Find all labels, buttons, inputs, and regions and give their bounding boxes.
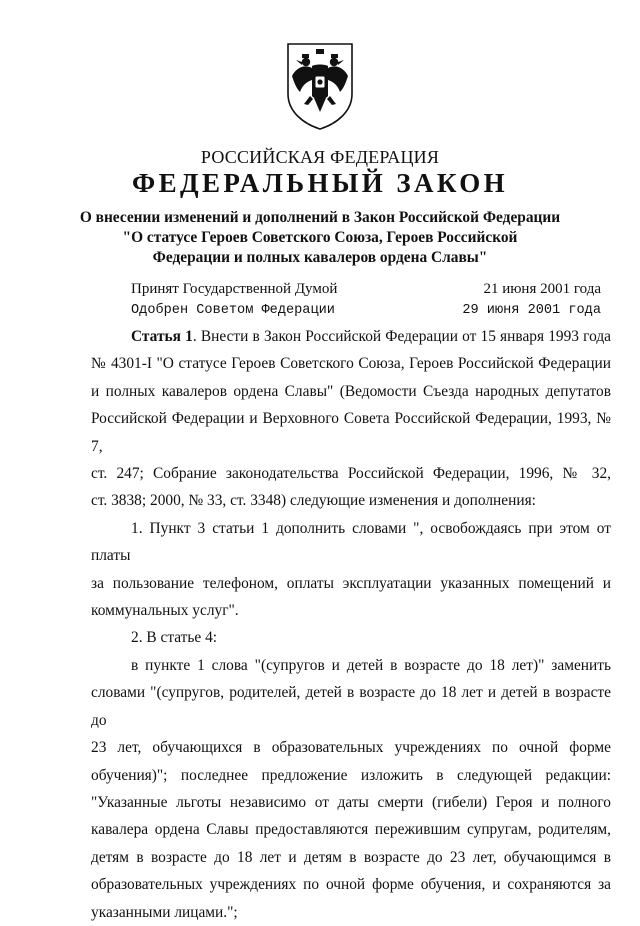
article-1-line: и полных кавалеров ордена Славы" (Ведомости Съезда народных депутатов [91,382,611,400]
item-2-line: образовательных учреждениях по очной форме обучения, и сохраняются за [91,876,611,894]
item-2-line: кавалера ордена Славы предоставляются пережившим супругам, родителям, [91,821,611,839]
article-1 [91,323,611,926]
item-1-line: 1. Пункт 3 статьи 1 дополнить словами ", освобождаясь при этом от платы [91,519,611,565]
article-1-line: ст. 247; Собрание законодательства Российской Федерации, 1996, № 32, [91,465,611,483]
item-2-line: в пункте 1 слова "(супругов и детей в возрасте до 18 лет)" заменить [131,656,611,674]
law-subject [0,208,640,268]
item-2-line: обучения)"; последнее предложение изложить в следующей редакции: [91,766,611,784]
item-2-line: детям в возрасте до 18 лет и детям в возрасте до 23 лет, обучающимся в [91,848,611,866]
double-headed-eagle-icon [282,38,358,132]
approved-date: 29 июня 2001 года [462,303,601,318]
adopted-date: 21 июня 2001 года [483,281,601,297]
item-2-line: "Указанные льготы независимо от даты смерти (гибели) Героя и полного [91,793,611,811]
subject-line: "О статусе Героев Советского Союза, Героев Российской [122,229,518,246]
item-2-heading: 2. В статье 4: [131,629,218,647]
item-2-line: указанными лицами."; [91,903,238,921]
item-1-line: за пользование телефоном, оплаты эксплуатации указанных помещений и [91,574,611,592]
document-title: ФЕДЕРАЛЬНЫЙ ЗАКОН [131,168,508,198]
adopted-label: Принят Государственной Думой [131,281,338,297]
article-1-line: № 4301-I "О статусе Героев Советского Союза, Героев Российской Федерации [91,355,611,373]
article-heading: Статья 1 [131,328,193,345]
subject-line: О внесении изменений и дополнений в Закон Российской Федерации [79,209,561,226]
subject-line: Федерации и полных кавалеров ордена Славы" [152,249,488,266]
item-2-line: 23 лет, обучающихся в образовательных учреждениях по очной форме [91,739,611,757]
article-1-line: Российской Федерации и Верховного Совета Российской Федерации, 1993, № 7, [91,410,611,455]
article-1-line: ст. 3838; 2000, № 33, ст. 3348) следующие изменения и дополнения: [91,492,536,510]
approved-label: Одобрен Советом Федерации [131,303,335,318]
country-name: РОССИЙСКАЯ ФЕДЕРАЦИЯ [200,147,440,167]
article-1-line: Статья 1. Внести в Закон Российской Федерации от 15 января 1993 года [131,328,611,345]
item-2-line: словами "(супругов, родителей, детей в возрасте до 18 лет и детей в возрасте до [91,684,611,729]
item-1-line: коммунальных услуг". [91,602,239,620]
